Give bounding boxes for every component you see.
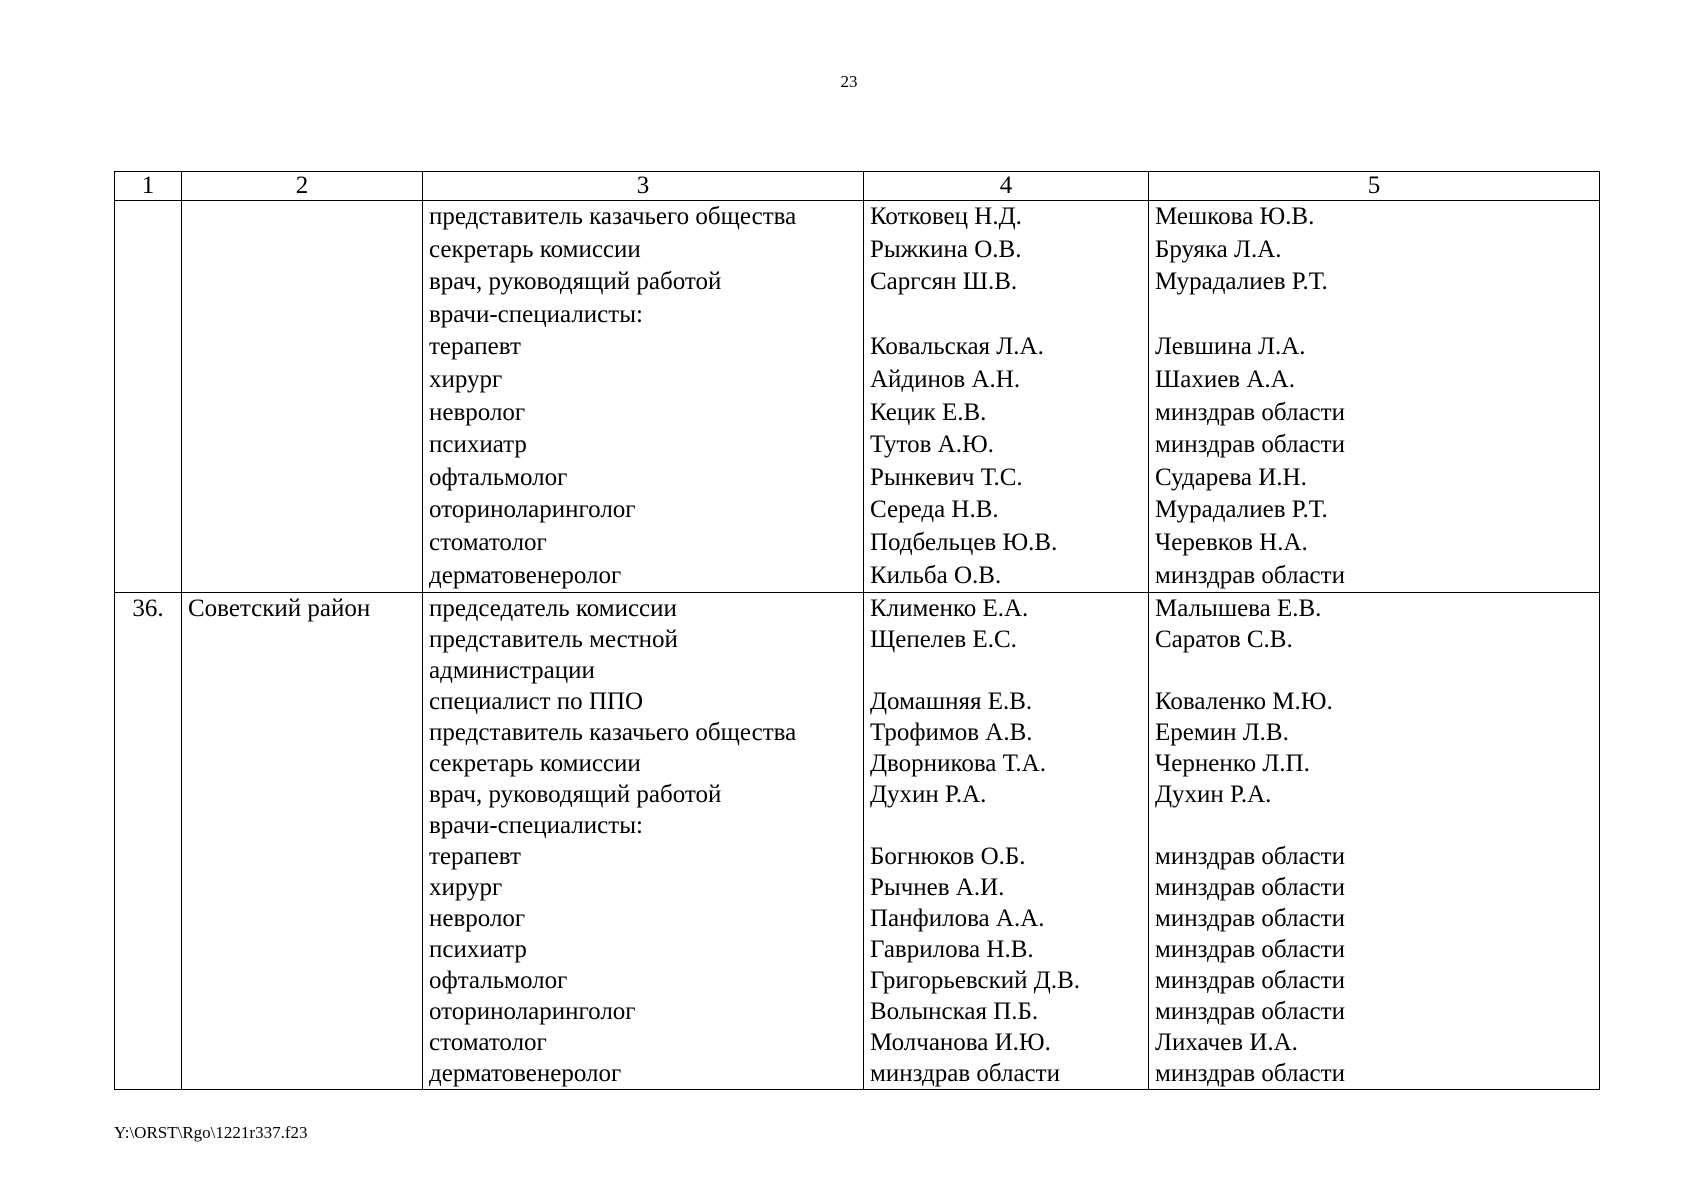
cell-line: Бруяка Л.А.: [1155, 235, 1282, 263]
cell-line: Сударева И.Н.: [1155, 463, 1307, 491]
header-row: [115, 172, 1600, 201]
footer-file-path: Y:\ORST\Rgo\1221r337.f23: [114, 1123, 308, 1142]
cell-line: Шахиев А.А.: [1155, 365, 1295, 393]
cell-line: оториноларинголог: [429, 998, 636, 1026]
cell-line: минздрав области: [1155, 431, 1345, 459]
cell-line: Мешкова Ю.В.: [1155, 203, 1315, 230]
member-cell: [864, 201, 1149, 593]
cell-line: председатель комиссии: [429, 595, 677, 623]
cell-line: Дворникова Т.А.: [870, 750, 1046, 778]
cell-line: Ковальская Л.А.: [870, 333, 1044, 361]
cell-line: специалист по ППО: [429, 688, 644, 716]
cell-line: [864, 655, 1148, 686]
header-col-4: 4: [864, 172, 1149, 201]
cell-line: стоматолог: [429, 528, 547, 556]
table-row: [115, 201, 1600, 593]
cell-line: Волынская П.Б.: [870, 998, 1039, 1026]
table-row: [115, 593, 1600, 1090]
cell-line: Духин Р.А.: [1155, 781, 1272, 809]
cell-line: Мурадалиев Р.Т.: [1155, 496, 1328, 524]
cell-line: Подбельцев Ю.В.: [870, 528, 1058, 556]
cell-line: минздрав области: [870, 1060, 1060, 1088]
cell-line: врач, руководящий работой: [429, 268, 722, 296]
cell-line: минздрав области: [1155, 1060, 1345, 1088]
cell-line: Котковец Н.Д.: [870, 203, 1022, 230]
cell-line: Щепелев Е.С.: [870, 626, 1017, 654]
cell-line: Панфилова А.А.: [870, 905, 1045, 933]
cell-line: Левшина Л.А.: [1155, 333, 1306, 361]
cell-line: Саратов С.В.: [1155, 626, 1293, 654]
header-col-3: 3: [423, 172, 864, 201]
header-col-5: 5: [1149, 172, 1600, 201]
number-cell: [115, 201, 182, 593]
cell-line: офтальмолог: [429, 463, 568, 491]
cell-line: невролог: [429, 398, 526, 426]
cell-line: Григорьевский Д.В.: [870, 967, 1081, 995]
cell-line: Кильба О.В.: [870, 561, 1002, 589]
cell-line: [864, 810, 1148, 841]
cell-line: дерматовенеролог: [429, 1060, 622, 1088]
number-cell: 36.: [115, 593, 182, 1090]
cell-line: [1149, 655, 1599, 686]
cell-line: врачи-специалисты:: [429, 812, 643, 840]
header-col-2: 2: [182, 172, 423, 201]
cell-line: невролог: [429, 905, 526, 933]
cell-line: Середа Н.В.: [870, 496, 999, 524]
cell-line: минздрав области: [1155, 874, 1345, 902]
cell-line: [864, 299, 1148, 332]
cell-line: терапевт: [429, 333, 521, 361]
cell-line: Духин Р.А.: [870, 781, 987, 809]
district-cell: [182, 201, 423, 593]
role-cell: [423, 593, 864, 1090]
cell-line: Домашняя Е.В.: [870, 688, 1033, 716]
cell-line: минздрав области: [1155, 905, 1345, 933]
cell-line: Трофимов А.В.: [870, 719, 1033, 747]
cell-line: Черевков Н.А.: [1155, 528, 1308, 556]
member-cell: [864, 593, 1149, 1090]
cell-line: администрации: [429, 657, 595, 685]
district-cell: Советский район: [182, 593, 423, 1090]
cell-line: Коваленко М.Ю.: [1155, 688, 1333, 716]
cell-line: Богнюков О.Б.: [870, 843, 1026, 871]
cell-line: врачи-специалисты:: [429, 300, 643, 328]
cell-line: стоматолог: [429, 1029, 547, 1057]
cell-line: Молчанова И.Ю.: [870, 1029, 1051, 1057]
cell-line: Еремин Л.В.: [1155, 719, 1289, 747]
cell-line: [1149, 810, 1599, 841]
cell-line: хирург: [429, 874, 503, 902]
cell-line: врач, руководящий работой: [429, 781, 722, 809]
cell-line: Рычнев А.И.: [870, 874, 1005, 902]
cell-line: офтальмолог: [429, 967, 568, 995]
role-cell: [423, 201, 864, 593]
cell-line: минздрав области: [1155, 843, 1345, 871]
cell-line: Черненко Л.П.: [1155, 750, 1310, 778]
cell-line: [1149, 299, 1599, 332]
cell-line: секретарь комиссии: [429, 750, 641, 778]
cell-line: хирург: [429, 365, 503, 393]
substitute-cell: [1149, 201, 1600, 593]
cell-line: Саргсян Ш.В.: [870, 268, 1018, 296]
cell-line: Лихачев И.А.: [1155, 1029, 1298, 1057]
cell-line: минздрав области: [1155, 398, 1345, 426]
cell-line: минздрав области: [1155, 998, 1345, 1026]
cell-line: Клименко Е.А.: [870, 595, 1029, 623]
cell-line: представитель казачьего общества: [429, 203, 797, 230]
cell-line: минздрав области: [1155, 561, 1345, 589]
cell-line: дерматовенеролог: [429, 561, 622, 589]
cell-line: Кецик Е.В.: [870, 398, 987, 426]
cell-line: Гаврилова Н.В.: [870, 936, 1034, 964]
cell-line: минздрав области: [1155, 936, 1345, 964]
cell-line: Малышева Е.В.: [1155, 595, 1322, 623]
cell-line: Рынкевич Т.С.: [870, 463, 1023, 491]
cell-line: Рыжкина О.В.: [870, 235, 1022, 263]
cell-line: Тутов А.Ю.: [870, 431, 994, 459]
substitute-cell: [1149, 593, 1600, 1090]
cell-line: психиатр: [429, 431, 527, 459]
page-number: 23: [840, 72, 858, 91]
cell-line: представитель казачьего общества: [429, 719, 797, 747]
cell-line: минздрав области: [1155, 967, 1345, 995]
cell-line: оториноларинголог: [429, 496, 636, 524]
cell-line: представитель местной: [429, 626, 678, 654]
cell-line: терапевт: [429, 843, 521, 871]
commission-table: [114, 171, 1600, 1090]
header-col-1: 1: [115, 172, 182, 201]
cell-line: Айдинов А.Н.: [870, 365, 1021, 393]
cell-line: секретарь комиссии: [429, 235, 641, 263]
cell-line: психиатр: [429, 936, 527, 964]
cell-line: Мурадалиев Р.Т.: [1155, 268, 1328, 296]
